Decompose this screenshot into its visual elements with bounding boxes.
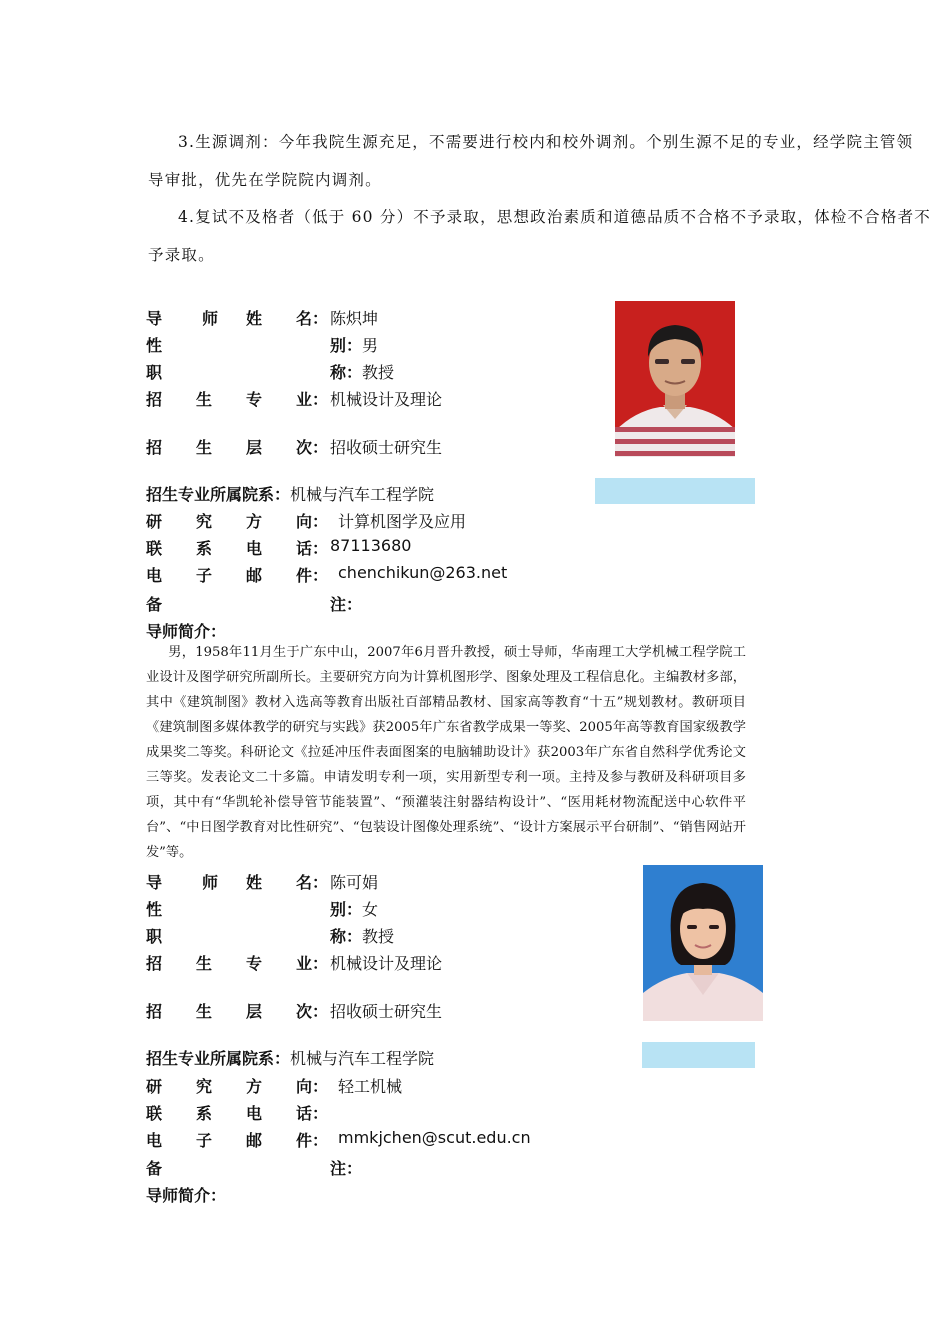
intro-label: 导师简介：	[146, 622, 227, 641]
paragraph-4-cont	[148, 243, 944, 265]
advisor1-major: 机械设计及理论	[330, 390, 443, 409]
advisor1-gender: 男	[362, 336, 379, 355]
advisor1-email: chenchikun@263.net	[338, 563, 508, 582]
advisor2-dept: 机械与汽车工程学院	[290, 1049, 435, 1068]
advisor2-gender: 女	[362, 900, 379, 919]
advisor1-level: 招收硕士研究生	[330, 438, 443, 457]
paragraph-3-line2: 导审批，优先在学院院内调剂。	[148, 171, 382, 189]
advisor2-major: 机械设计及理论	[330, 954, 443, 973]
advisor2-intro-row	[146, 1183, 226, 1207]
advisor2-dept-row	[146, 1046, 434, 1070]
advisor1-name: 陈炽坤	[330, 309, 379, 328]
paragraph-4	[148, 205, 944, 227]
advisor1-title: 教授	[362, 363, 395, 382]
advisor1-dept-row	[146, 482, 434, 506]
advisor1-bio-text: 男，1958年11月生于广东中山，2007年6月晋升教授，硕士导师，华南理工大学机械工程学院工业设计及图学研究所副所长。主要研究方向为计算机图形学、图象处理及工程信息化。主编教材多部，其中《建筑制图》教材入选高等教育出版社百部精品教材、国家高等教育“十五”规划教材。教研项目《建筑制图多媒体教学的研究与实践》获2005年广东省教学成果一等奖、2005年高等教育国家级教学成果奖二等奖。科研论文《拉延冲压件表面图案的电脑辅助设计》获2003年广东省自然科学优秀论文三等奖。发表论文二十多篇。申请发明专利一项，实用新型专利一项。主持及参与教研及科研项目多项，其中有“华凯轮补偿导管节能装置”、“预灌装注射器结构设计”、“医用耗材物流配送中心软件平台”、“中日图学教育对比性研究”、“包装设计图像处理系统”、“设计方案展示平台研制”、“销售网站开发”等。	[146, 645, 746, 860]
paragraph-4-line2: 予录取。	[148, 246, 215, 264]
advisor2-title: 教授	[362, 927, 395, 946]
advisor2-caption-bar	[642, 1042, 755, 1068]
intro-label-2: 导师简介：	[146, 1186, 227, 1205]
advisor2-level: 招收硕士研究生	[330, 1002, 443, 1021]
paragraph-4-line1: 4.复试不及格者（低于 60 分）不予录取，思想政治素质和道德品质不合格不予录取，体检不合格者不	[178, 208, 931, 226]
advisor2-name: 陈可娟	[330, 873, 379, 892]
dept-label-2: 招生专业所属院系：	[146, 1049, 291, 1068]
advisor2-email: mmkjchen@scut.edu.cn	[338, 1128, 531, 1147]
advisor1-photo	[615, 301, 735, 457]
advisor1-phone: 87113680	[330, 536, 412, 555]
paragraph-3-line1: 3.生源调剂：今年我院生源充足，不需要进行校内和校外调剂。个别生源不足的专业，经学院主管领	[178, 133, 914, 151]
advisor1-research: 计算机图学及应用	[338, 512, 467, 531]
paragraph-3-cont	[148, 168, 944, 190]
advisor1-bio	[146, 640, 746, 865]
advisor1-caption-bar	[595, 478, 755, 504]
advisor2-research: 轻工机械	[338, 1077, 403, 1096]
advisor2-photo	[643, 865, 763, 1021]
dept-label: 招生专业所属院系：	[146, 485, 291, 504]
advisor1-dept: 机械与汽车工程学院	[290, 485, 435, 504]
paragraph-3	[148, 130, 944, 152]
